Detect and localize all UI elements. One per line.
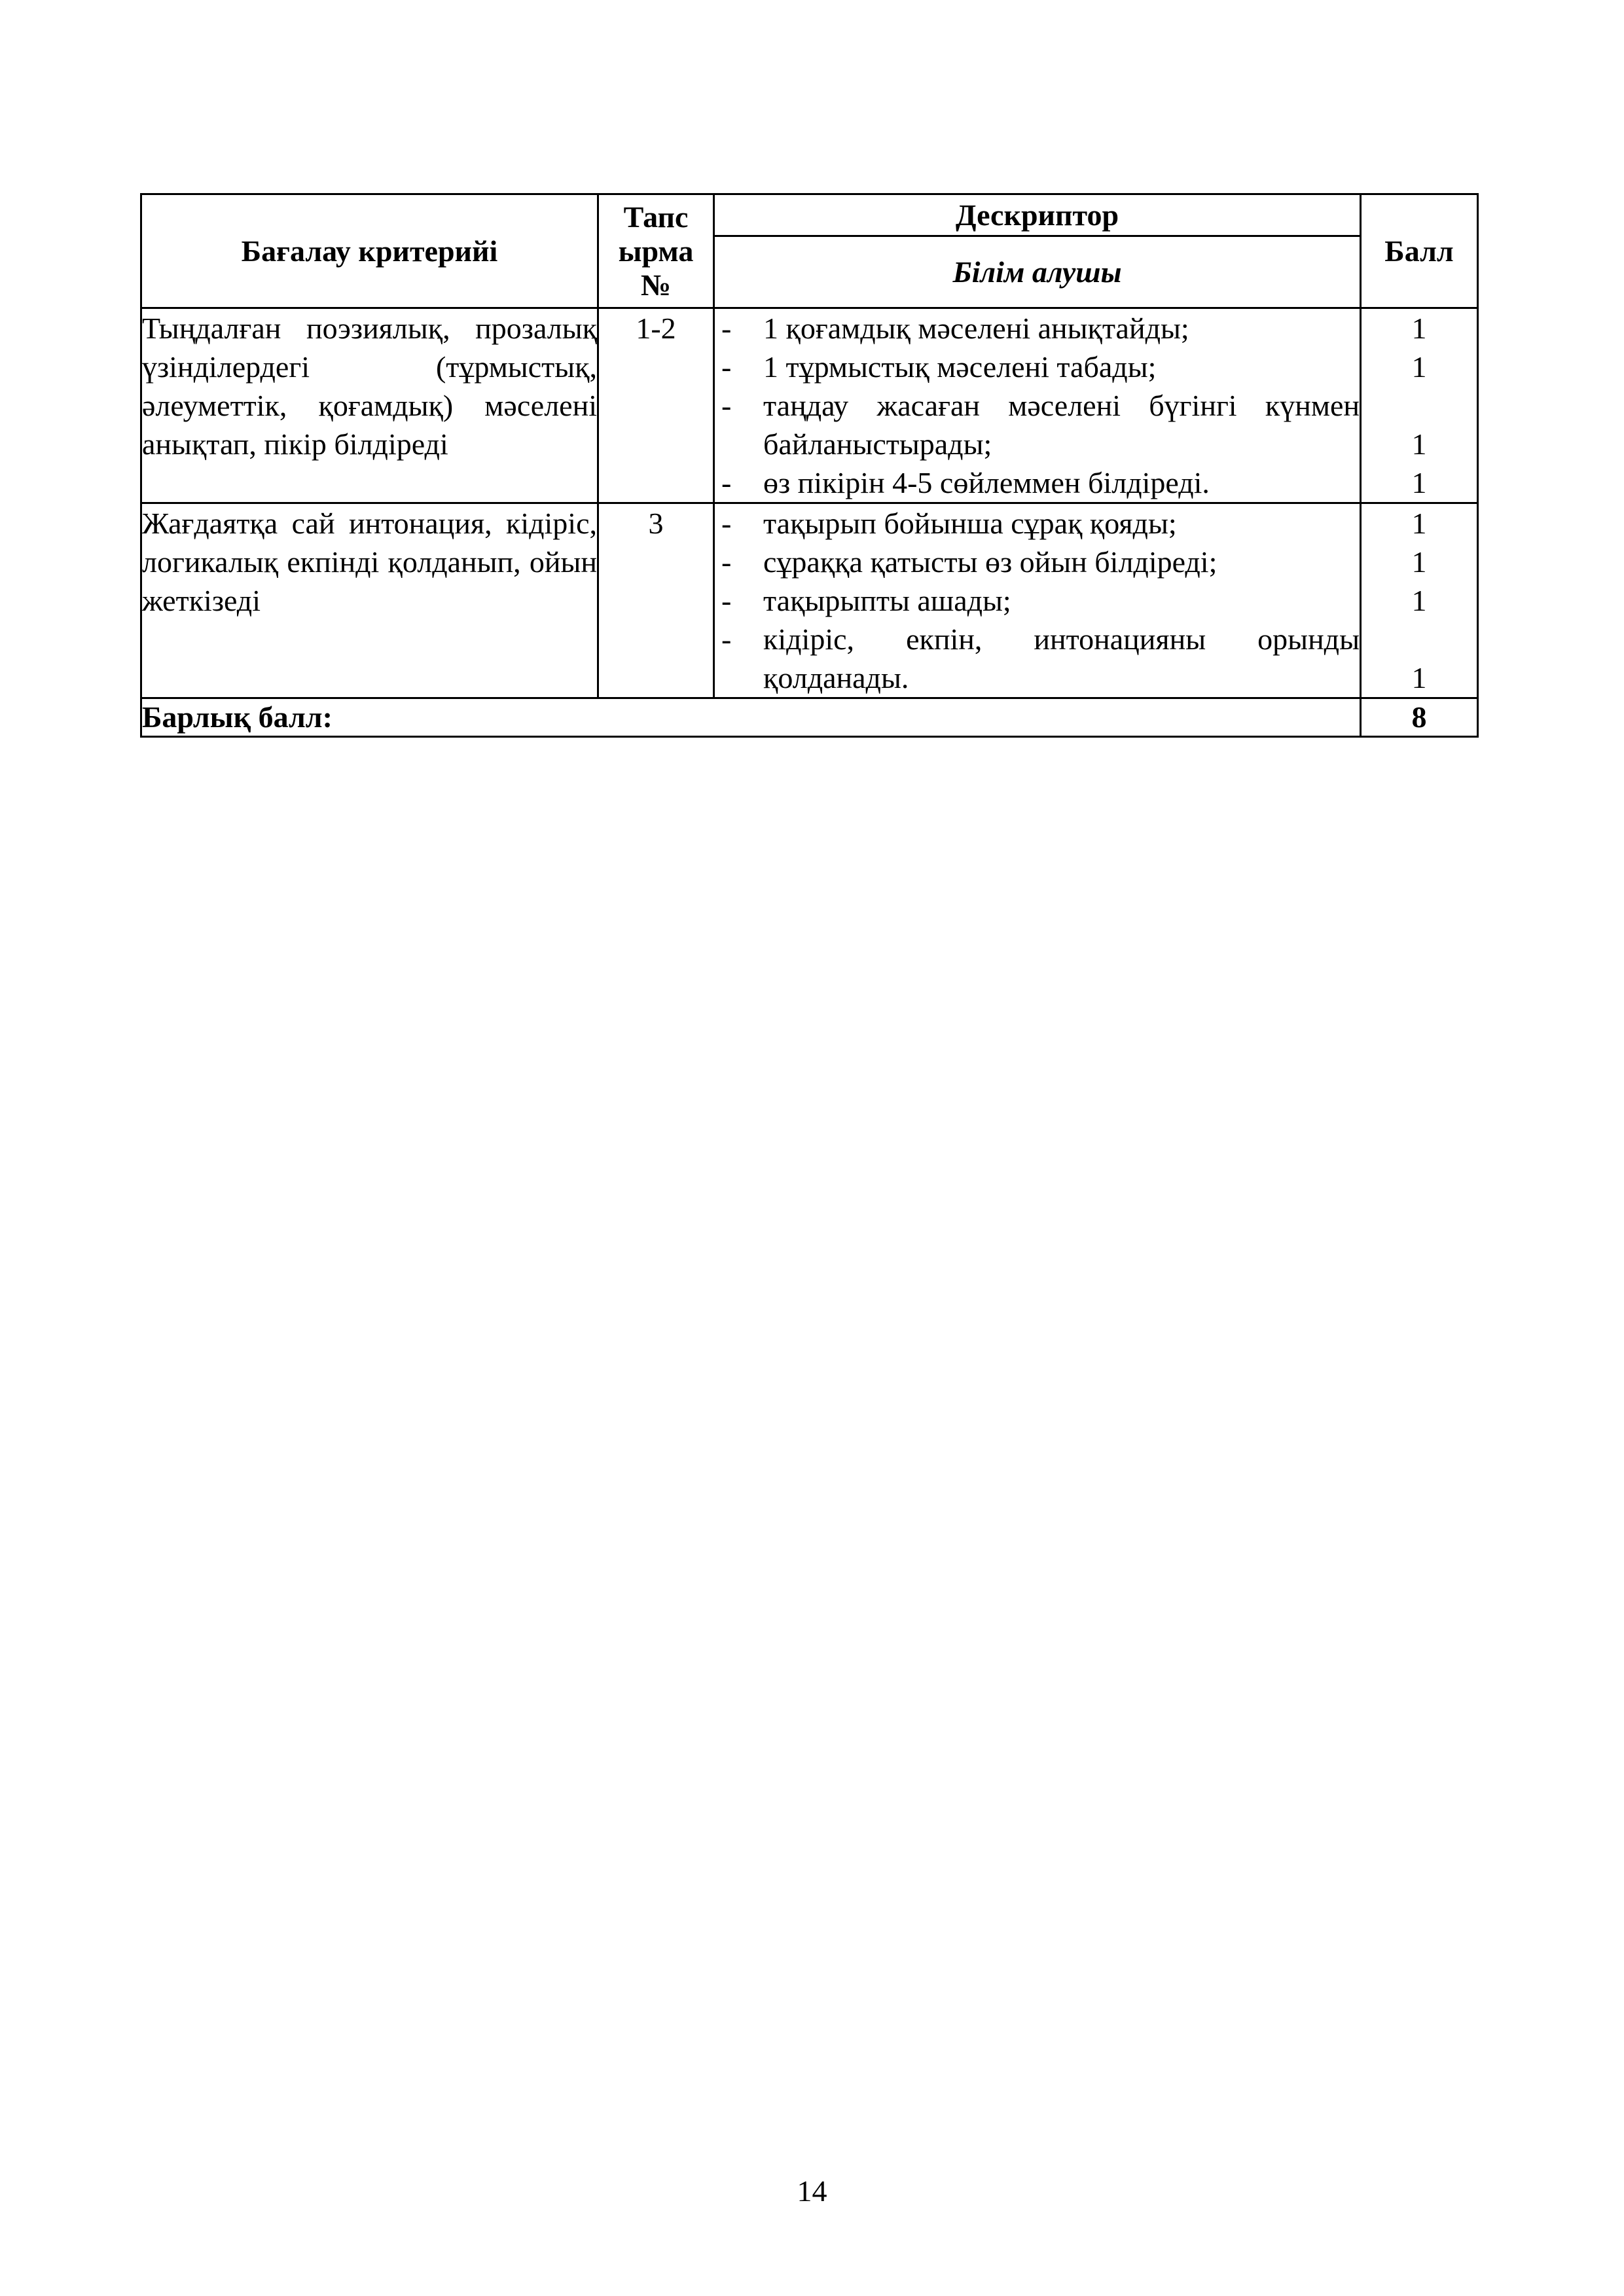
page-number: 14 xyxy=(797,2174,827,2208)
score-value: 1 xyxy=(1411,466,1427,499)
header-task-line-3: № xyxy=(640,268,672,302)
descriptor-cell xyxy=(714,308,1361,503)
score-value: 1 xyxy=(1411,661,1427,694)
score-value: 1 xyxy=(1411,507,1427,540)
criterion-cell: Жағдаятқа сай интонация, кідіріс, логикалық екпінді қолданып, ойын жеткізеді xyxy=(141,503,598,698)
total-value: 8 xyxy=(1361,698,1478,737)
descriptor-cell xyxy=(714,503,1361,698)
assessment-rubric-table xyxy=(140,193,1479,738)
header-task-line-2: ырма xyxy=(618,234,694,268)
header-descriptor: Дескриптор xyxy=(714,194,1361,236)
descriptor-text: кідіріс, екпін, интонацияны орынды қолданады. xyxy=(763,622,1360,694)
descriptor-dash: - xyxy=(721,622,732,656)
descriptor-item xyxy=(715,386,1360,463)
criterion-cell: Тыңдалған поэзиялық, прозалық үзінділердегі (тұрмыстық, әлеуметтік, қоғамдық) мәселені анықтап, пікір білдіреді xyxy=(141,308,598,503)
descriptor-dash: - xyxy=(721,545,732,579)
descriptor-text: тақырып бойынша сұрақ қояды; xyxy=(763,507,1177,540)
descriptor-dash: - xyxy=(721,584,732,617)
score-cell xyxy=(1361,503,1478,698)
descriptor-text: сұраққа қатысты өз ойын білдіреді; xyxy=(763,545,1218,579)
header-task-line-1: Тапс xyxy=(623,200,689,234)
header-task-number xyxy=(598,194,714,308)
descriptor-dash: - xyxy=(721,312,732,345)
descriptor-text: тақырыпты ашады; xyxy=(763,584,1011,617)
score-value: 1 xyxy=(1411,427,1427,461)
descriptor-item xyxy=(715,620,1360,697)
header-criterion: Бағалау критерийі xyxy=(141,194,598,308)
score-value: 1 xyxy=(1411,350,1427,384)
task-number-cell: 3 xyxy=(598,503,714,698)
total-row xyxy=(141,698,1478,737)
score-cell xyxy=(1361,308,1478,503)
task-number-cell: 1-2 xyxy=(598,308,714,503)
score-value xyxy=(1362,386,1477,425)
table-row xyxy=(141,503,1478,698)
descriptor-dash: - xyxy=(721,507,732,540)
descriptor-dash: - xyxy=(721,389,732,422)
descriptor-text: 1 қоғамдық мәселені анықтайды; xyxy=(763,312,1189,345)
total-label: Барлық балл: xyxy=(141,698,1361,737)
score-value: 1 xyxy=(1411,312,1427,345)
descriptor-dash: - xyxy=(721,466,732,499)
descriptor-item xyxy=(715,581,1360,620)
descriptor-dash: - xyxy=(721,350,732,384)
header-learner: Білім алушы xyxy=(714,236,1361,308)
descriptor-text: өз пікірін 4-5 сөйлеммен білдіреді. xyxy=(763,466,1210,499)
descriptor-item xyxy=(715,504,1360,543)
descriptor-item xyxy=(715,463,1360,502)
header-row xyxy=(141,194,1478,236)
header-score: Балл xyxy=(1361,194,1478,308)
descriptor-item xyxy=(715,543,1360,581)
descriptor-text: 1 тұрмыстық мәселені табады; xyxy=(763,350,1157,384)
table-row xyxy=(141,308,1478,503)
descriptor-item xyxy=(715,348,1360,386)
descriptor-text: таңдау жасаған мәселені бүгінгі күнмен байланыстырады; xyxy=(763,389,1360,461)
score-value xyxy=(1362,620,1477,658)
score-value: 1 xyxy=(1411,584,1427,617)
score-value: 1 xyxy=(1411,545,1427,579)
descriptor-item xyxy=(715,309,1360,348)
